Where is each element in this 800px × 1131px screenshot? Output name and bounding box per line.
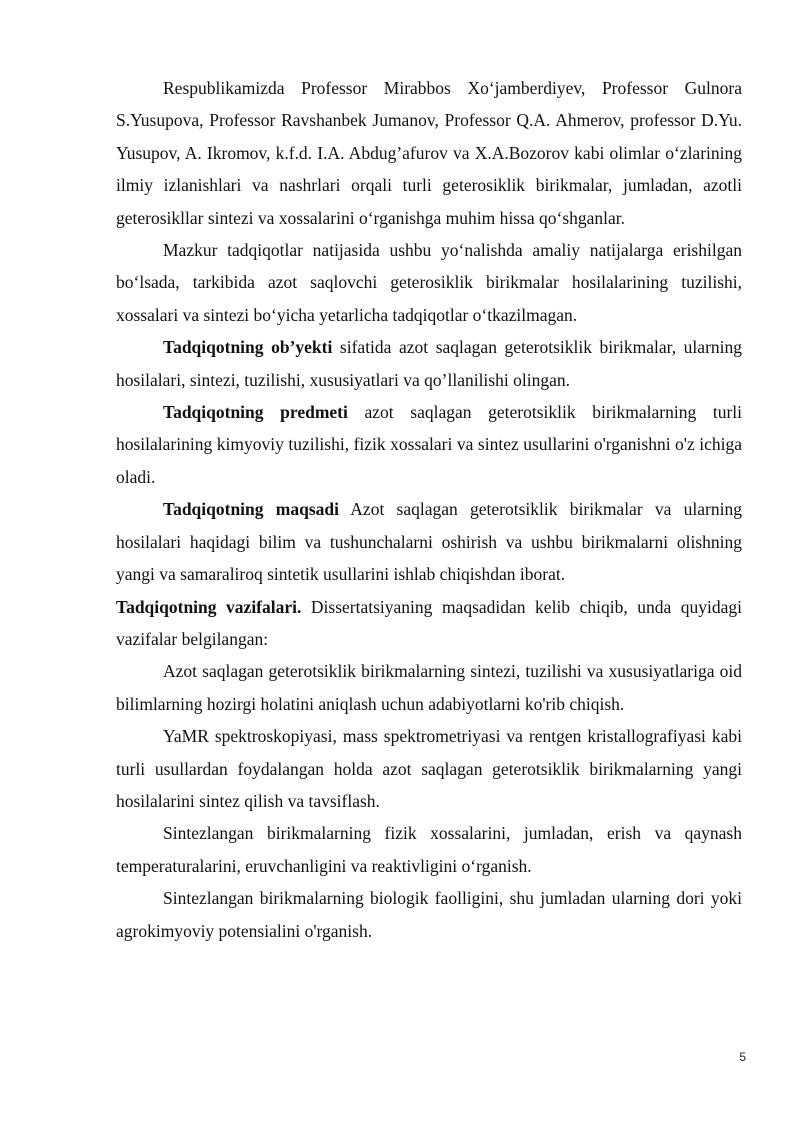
paragraph-scholars: Respublikamizda Professor Mirabbos Xo‘jamberdiyev, Professor Gulnora S.Yusupova, Professor Ravshanbek Jumanov, Professor Q.A. Ahmerov, professor D.Yu. Yusupov, A. Ikromov, k.f.d. I.A. Abdug’afurov va X.A.Bozorov kabi olimlar o‘zlarining ilmiy izlanishlari va nashrlari orqali turli geterosiklik birikmalar, jumladan, azotli geterosikllar sintezi va xossalarini o‘rganishga muhim hissa qo‘shganlar. [116, 78, 742, 228]
paragraph-research-gap: Mazkur tadqiqotlar natijasida ushbu yo‘nalishda amaliy natijalarga erishilgan bo‘lsada, tarkibida azot saqlovchi geterosiklik birikmalar hosilalarining tuzilishi, xossalari va sintezi bo‘yicha yetarlicha tadqiqotlar o‘tkazilmagan. [116, 240, 742, 325]
paragraph-task-biological-activity: Sintezlangan birikmalarning biologik faolligini, shu jumladan ularning dori yoki agrokimyoviy potensialini o'rganish. [116, 888, 742, 941]
paragraph-research-subject [116, 396, 742, 493]
heading-research-goal: Tadqiqotning maqsadi [163, 499, 339, 520]
research-goal-text: Azot saqlagan geterotsiklik birikmalar va ularning hosilalari haqidagi bilim va tushunchalarni oshirish va ushbu birikmalarni olishning yangi va samaraliroq sintetik usullarini ishlab chiqishdan iborat. [116, 499, 742, 585]
paragraph-task-synthesis: YaMR spektroskopiyasi, mass spektrometriyasi va rentgen kristallografiyasi kabi turli usullardan foydalangan holda azot saqlagan geterotsiklik birikmalarning yangi hosilalarini sintez qilish va tavsiflash. [116, 726, 742, 811]
research-object-text: sifatida azot saqlagan geterotsiklik birikmalar, ularning hosilalari, sintezi, tuzilishi, xususiyatlari va qo’llanilishi olingan. [116, 337, 743, 390]
heading-research-subject: Tadqiqotning predmeti [163, 402, 348, 423]
paragraph-task-physical-properties: Sintezlangan birikmalarning fizik xossalarini, jumladan, erish va qaynash temperaturalarini, eruvchanligini va reaktivligini o‘rganish. [116, 823, 742, 876]
heading-research-tasks: Tadqiqotning vazifalari. [116, 596, 302, 617]
page-number: 5 [739, 1050, 746, 1064]
paragraph-task-literature-review: Azot saqlagan geterotsiklik birikmalarning sintezi, tuzilishi va xususiyatlariga oid bilimlarning hozirgi holatini aniqlash uchun adabiyotlarni ko'rib chiqish. [116, 661, 742, 714]
heading-research-object: Tadqiqotning ob’yekti [163, 337, 333, 358]
research-tasks-text: Dissertatsiyaning maqsadidan kelib chiqib, unda quyidagi vazifalar belgilangan: [116, 596, 742, 649]
document-body [116, 72, 742, 947]
research-subject-text: azot saqlagan geterotsiklik birikmalarning turli hosilalarining kimyoviy tuzilishi, fizik xossalari va sintez usullarini o'rganishni o'z ichiga oladi. [116, 402, 742, 487]
paragraph-research-object [116, 331, 742, 396]
paragraph-research-tasks [116, 591, 742, 656]
paragraph-research-goal [116, 493, 742, 590]
